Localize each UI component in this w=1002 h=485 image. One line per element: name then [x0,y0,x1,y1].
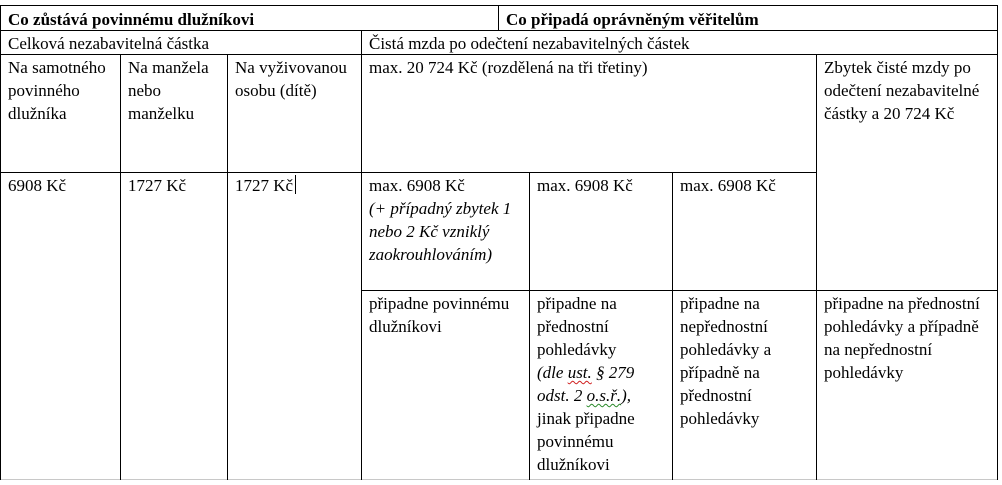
subheader-unattachable-total: Celková nezabavitelná částka [8,34,210,53]
subheader-net-wage: Čistá mzda po odečtení nezabavitelných částek [369,34,690,53]
column-debtor-self: Na samotného povinného dlužníka [8,58,106,123]
table-border [227,54,228,480]
table-border [529,172,530,480]
column-remainder: Zbytek čisté mzdy po odečtení nezabavitelné částky a 20 724 Kč [824,58,980,123]
allocation-third-2-cell [529,290,672,475]
table-border [0,5,1,480]
amount-third-1: max. 6908 Kč [369,176,465,195]
table-border [0,479,998,480]
column-dependent: Na vyživovanou osobu (dítě) [235,58,347,100]
text-cursor [295,175,296,194]
table-border [361,30,362,480]
spell-mark-ust: ust. [567,363,592,382]
grammar-mark-osr: o.s.ř. [586,386,622,405]
allocation-remainder: připadne na přednostní pohledávky a případně na nepřednostní pohledávky [824,294,980,382]
amount-dependent: 1727 Kč [235,176,294,195]
column-spouse: Na manžela nebo manželku [128,58,209,123]
amount-dependent-cell[interactable] [227,172,361,472]
amount-debtor-self: 6908 Kč [8,176,67,195]
allocation-third-2-main: připadne na přednostní pohledávky [537,294,617,359]
table-border [672,172,673,480]
table-border [0,30,998,31]
amount-third-2: max. 6908 Kč [537,176,633,195]
table-border [0,5,998,6]
amount-spouse: 1727 Kč [128,176,187,195]
table-border [120,54,121,480]
table-border [498,5,499,30]
allocation-third-2-reference: (dle ust. § 279 odst. 2 o.s.ř.), [537,363,635,405]
table-border [0,172,816,173]
table-border [361,290,998,291]
table-border [816,54,817,480]
header-creditors: Co připadá oprávněným věřitelům [506,10,759,29]
amount-third-1-note: (+ případný zbytek 1 nebo 2 Kč vzniklý zaokrouhlováním) [369,199,512,264]
amount-third-1-cell [361,172,529,290]
allocation-third-1: připadne povinnému dlužníkovi [369,294,510,336]
allocation-third-3: připadne na nepřednostní pohledávky a případně na přednostní pohledávky [680,294,772,428]
amount-third-3: max. 6908 Kč [680,176,776,195]
table-border [997,5,998,480]
header-debtor: Co zůstává povinnému dlužníkovi [8,10,255,29]
column-max-thirds: max. 20 724 Kč (rozdělená na tři třetiny) [369,58,648,77]
table-border [0,54,998,55]
allocation-third-2-else: jinak připadne povinnému dlužníkovi [537,409,635,474]
